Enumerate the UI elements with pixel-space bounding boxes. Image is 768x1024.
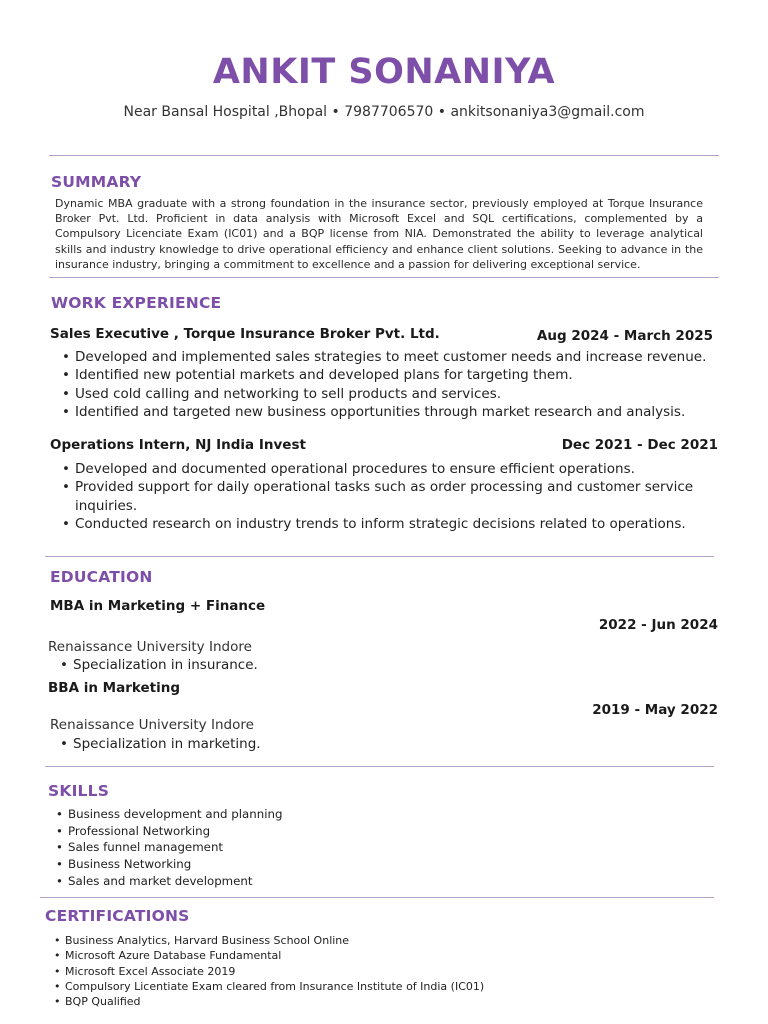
resume-name: ANKIT SONANIYA	[212, 52, 556, 92]
list-item: • Developed and documented operational procedures to ensure efficient operations.	[60, 460, 710, 478]
list-item: • Identified and targeted new business opportunities through market research and analysis.	[60, 403, 720, 421]
summary-heading: SUMMARY	[51, 173, 142, 191]
list-item: • Professional Networking	[54, 823, 554, 840]
list-item: • Conducted research on industry trends to inform strategic decisions related to operations.	[60, 515, 710, 533]
list-item: • Developed and implemented sales strategies to meet customer needs and increase revenue.	[60, 348, 720, 366]
job-dates: Aug 2024 - March 2025	[536, 328, 713, 344]
list-item: • Microsoft Azure Database Fundamental	[53, 948, 653, 963]
list-item: • Microsoft Excel Associate 2019	[53, 964, 653, 979]
job-dates: Dec 2021 - Dec 2021	[561, 437, 718, 453]
degree-bullets	[58, 656, 658, 674]
degree-bullets	[58, 735, 658, 753]
list-item: • Business Networking	[54, 856, 554, 873]
list-item: • Compulsory Licentiate Exam cleared from Insurance Institute of India (IC01)	[53, 979, 653, 994]
summary-text: Dynamic MBA graduate with a strong foundation in the insurance sector, previously employed at Torque Insurance Broker Pvt. Ltd. Proficient in data analysis with Microsoft Excel and SQL certifications, complemented by a Compulsory Licenciate Exam (IC01) and a BQP license from NIA. Demonstrated the ability to leverage analytical skills and industry knowledge to drive operational efficiency and enhance client solutions. Seeking to advance in the insurance industry, bringing a commitment to excellence and a passion for delivering exceptional service.	[55, 197, 703, 271]
list-item: • Specialization in insurance.	[58, 656, 658, 674]
job-bullets	[60, 348, 720, 421]
list-item: • Specialization in marketing.	[58, 735, 658, 753]
divider	[45, 766, 714, 767]
list-item: • Business development and planning	[54, 806, 554, 823]
job-title: Operations Intern, NJ India Invest	[50, 437, 306, 453]
certifications-heading: CERTIFICATIONS	[45, 907, 190, 925]
job-bullets	[60, 460, 710, 533]
skills-heading: SKILLS	[48, 782, 110, 800]
contact-line: Near Bansal Hospital ,Bhopal • 7987706570 • ankitsonaniya3@gmail.com	[123, 104, 645, 120]
certifications-list	[53, 933, 653, 1009]
list-item: • Used cold calling and networking to sell products and services.	[60, 385, 720, 403]
list-item: • Business Analytics, Harvard Business School Online	[53, 933, 653, 948]
divider	[40, 897, 714, 898]
work-experience-heading: WORK EXPERIENCE	[51, 294, 222, 312]
list-item: • Sales and market development	[54, 873, 554, 890]
list-item: • Identified new potential markets and developed plans for targeting them.	[60, 366, 720, 384]
school-name: Renaissance University Indore	[50, 717, 254, 733]
divider	[49, 277, 719, 278]
job-title: Sales Executive , Torque Insurance Broker Pvt. Ltd.	[50, 326, 440, 342]
degree-dates: 2022 - Jun 2024	[598, 617, 718, 633]
skills-list	[54, 806, 554, 890]
divider	[45, 556, 714, 557]
list-item: • Provided support for daily operational tasks such as order processing and customer service inquiries.	[60, 478, 710, 515]
divider	[49, 155, 719, 156]
education-heading: EDUCATION	[50, 568, 153, 586]
school-name: Renaissance University Indore	[48, 639, 252, 655]
list-item: • Sales funnel management	[54, 839, 554, 856]
degree-title: BBA in Marketing	[48, 680, 180, 696]
degree-title: MBA in Marketing + Finance	[50, 598, 266, 614]
list-item: • BQP Qualified	[53, 994, 653, 1009]
degree-dates: 2019 - May 2022	[592, 702, 718, 718]
